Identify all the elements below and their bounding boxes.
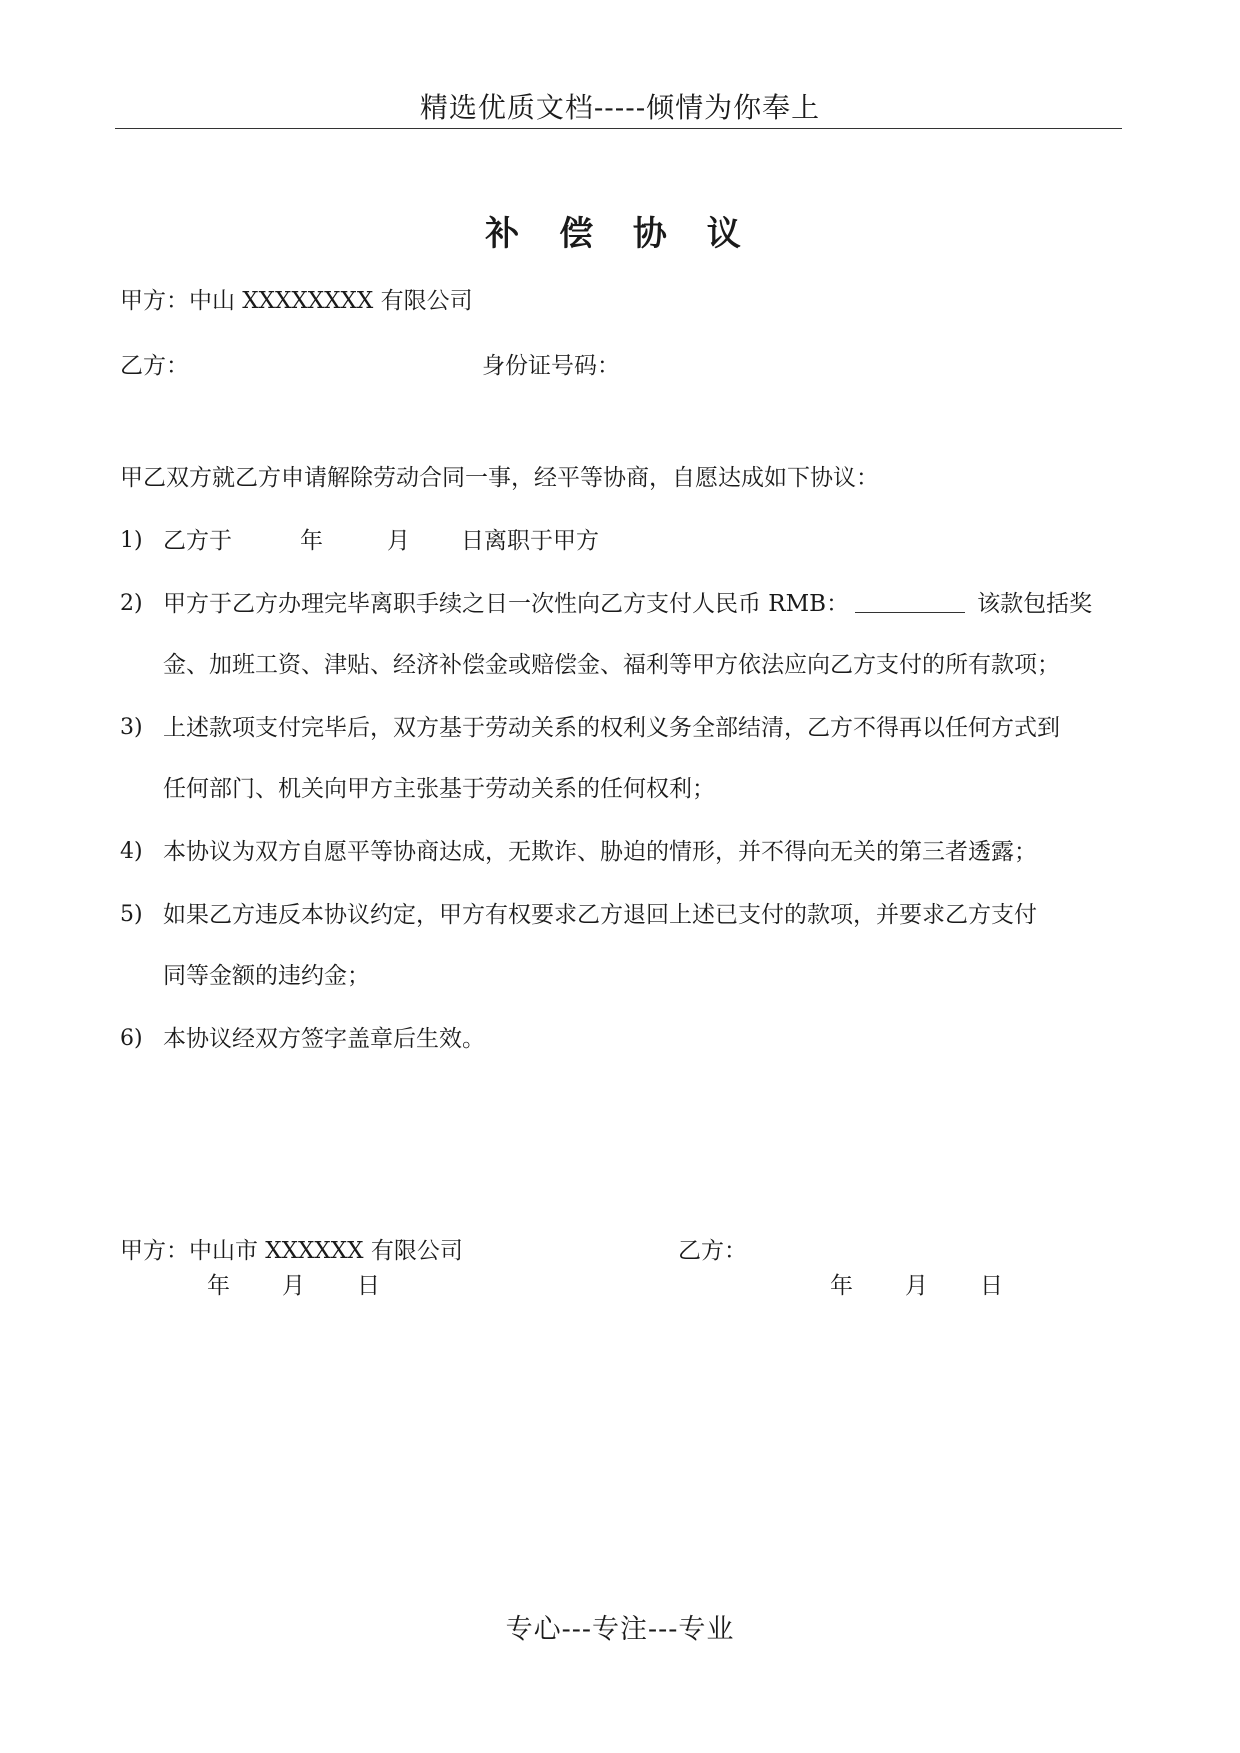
document-title: 补 偿 协 议 [485, 214, 755, 254]
clause-1-day: 日离职于甲方 [461, 528, 599, 554]
clause-3-line-2: 任何部门、机关向甲方主张基于劳动关系的任何权利； [163, 776, 715, 802]
header-divider [115, 128, 1122, 129]
clause-2-text-a: 甲方于乙方办理完毕离职手续之日一次性向乙方支付人民币 RMB： [163, 591, 850, 617]
party-a-date-year: 年 [207, 1273, 230, 1299]
clause-1-year: 年 [300, 528, 323, 554]
party-a-date-day: 日 [357, 1273, 380, 1299]
clause-number: 6) [120, 1026, 143, 1051]
page-footer: 专心---专注---专业 [505, 1614, 735, 1645]
clause-number: 5) [120, 902, 143, 927]
party-b-date-day: 日 [980, 1273, 1003, 1299]
clause-number: 2) [120, 591, 143, 616]
clause-5-line-2: 同等金额的违约金； [163, 963, 370, 989]
clause-4-line-1: 本协议为双方自愿平等协商达成，无欺诈、胁迫的情形，并不得向无关的第三者透露； [163, 839, 1037, 865]
signature-party-b: 乙方： [678, 1238, 747, 1264]
clause-number: 1) [120, 528, 143, 553]
clause-1-month: 月 [387, 528, 410, 554]
clause-2-line-1 [163, 589, 1092, 619]
party-b-label: 乙方： [120, 353, 189, 379]
party-b-date-month: 月 [905, 1273, 928, 1299]
clause-1-start: 乙方于 [163, 528, 232, 554]
clause-5-line-1: 如果乙方违反本协议约定，甲方有权要求乙方退回上述已支付的款项，并要求乙方支付 [163, 902, 1037, 928]
amount-blank [855, 590, 965, 613]
party-a-name: 中山 XXXXXXXX 有限公司 [189, 288, 473, 314]
signature-party-a: 甲方：中山市 XXXXXX 有限公司 [120, 1238, 463, 1264]
clause-2-text-b: 该款包括奖 [977, 591, 1093, 617]
intro-paragraph: 甲乙双方就乙方申请解除劳动合同一事，经平等协商，自愿达成如下协议： [120, 465, 879, 491]
party-b-date-year: 年 [830, 1273, 853, 1299]
clause-3-line-1: 上述款项支付完毕后，双方基于劳动关系的权利义务全部结清，乙方不得再以任何方式到 [163, 715, 1060, 741]
clause-number: 3) [120, 715, 143, 740]
party-b-id-label: 身份证号码： [482, 353, 620, 379]
clause-number: 4) [120, 839, 143, 864]
party-a-line [120, 286, 473, 316]
party-a-date-month: 月 [282, 1273, 305, 1299]
page-header: 精选优质文档-----倾情为你奉上 [419, 91, 821, 124]
party-a-label: 甲方： [120, 288, 189, 314]
clause-6-line-1: 本协议经双方签字盖章后生效。 [163, 1026, 485, 1052]
clause-2-line-2: 金、加班工资、津贴、经济补偿金或赔偿金、福利等甲方依法应向乙方支付的所有款项； [163, 652, 1060, 678]
